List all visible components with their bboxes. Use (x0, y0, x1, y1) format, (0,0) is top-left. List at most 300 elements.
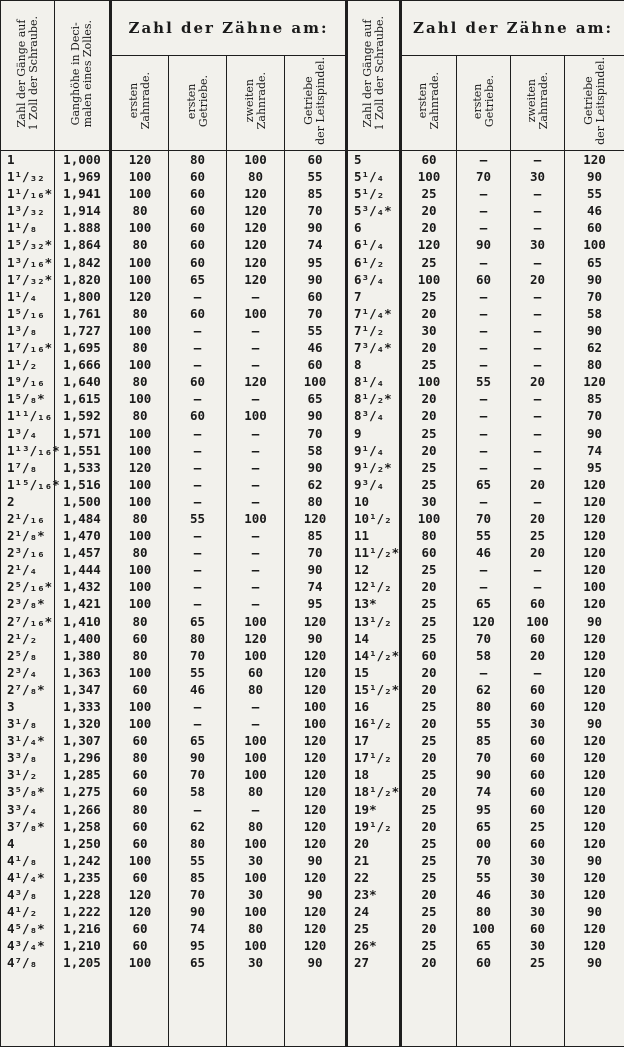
table-cell: 74 (476, 784, 492, 800)
table-cell: 12¹/₂ (354, 579, 392, 595)
table-cell: 120 (583, 818, 606, 834)
table-cell: — (193, 340, 202, 356)
table-cell: 25 (421, 733, 437, 749)
table-cell: 4¹/₂ (7, 904, 38, 920)
table-cell: 100 (244, 938, 267, 954)
table-cell: 100 (244, 733, 267, 749)
table-cell: 25 (421, 869, 437, 885)
table-cell: 6 (354, 220, 362, 236)
table-cell: — (479, 391, 488, 407)
table-cell: 17¹/₂ (354, 750, 392, 766)
table-cell: 1,761 (63, 305, 101, 321)
table-cell: — (479, 579, 488, 595)
table-cell: 100 (583, 237, 606, 253)
table-cell: 90 (476, 767, 492, 783)
table-cell: 30 (530, 869, 546, 885)
table-cell: 100 (303, 374, 327, 390)
table-cell: — (533, 305, 542, 321)
table-cell: 120 (583, 784, 606, 800)
table-cell: — (251, 425, 260, 441)
table-cell: 90 (307, 408, 323, 424)
table-cell: 120 (244, 237, 267, 253)
table-cell: — (533, 664, 542, 680)
table-cell: 25 (421, 852, 437, 868)
table-cell: 1.888 (63, 220, 101, 236)
table-cell: 70 (189, 767, 206, 783)
table-cell: 65 (587, 254, 603, 270)
table-cell: 25 (354, 921, 370, 937)
table-cell: 90 (587, 955, 603, 971)
table-cell: 120 (303, 647, 327, 663)
table-cell: 90 (587, 613, 603, 629)
table-cell: 120 (583, 596, 606, 612)
table-cell: — (479, 562, 488, 578)
table-cell: 60 (189, 203, 206, 219)
table-cell: 100 (583, 579, 606, 595)
table-cell: 20 (530, 647, 546, 663)
table-cell: 60 (530, 699, 546, 714)
table-cell: 120 (303, 767, 327, 783)
table-cell: 30 (421, 493, 437, 509)
table-cell: — (533, 152, 542, 167)
table-cell: 9 (354, 425, 362, 441)
table-cell: 100 (128, 391, 152, 407)
table-cell: 80 (189, 152, 206, 167)
table-cell: 120 (128, 152, 152, 167)
table-cell: 120 (128, 904, 152, 920)
table-cell: 90 (307, 887, 323, 903)
table-cell: 100 (244, 835, 267, 851)
table-cell: 80 (587, 357, 603, 373)
table-cell: 25 (421, 357, 437, 373)
table-cell: 25 (421, 904, 437, 920)
table-cell: — (479, 408, 488, 424)
header-second-gear-right: zweiten Zahnrade. (511, 56, 565, 151)
table-cell: 95 (307, 596, 323, 612)
table-cell: 90 (307, 271, 323, 287)
table-cell: 1,640 (63, 374, 101, 390)
table-cell: 4 (7, 835, 15, 851)
table-cell: 120 (303, 613, 327, 629)
table-cell: 100 (128, 852, 152, 868)
table-cell: 120 (244, 186, 267, 202)
table-cell: 60 (421, 545, 437, 561)
table-cell: 90 (307, 220, 323, 236)
header-gang-count: Zahl der Gänge auf 1 Zoll der Schraube. (1, 1, 55, 151)
table-cell: 100 (128, 169, 152, 185)
table-cell: 60 (189, 408, 206, 424)
table-cell: 60 (476, 271, 492, 287)
table-cell: 60 (132, 938, 148, 954)
table-cell: — (251, 459, 260, 475)
table-cell: 25 (421, 288, 437, 304)
table-cell: 120 (583, 664, 606, 680)
table-cell: — (533, 425, 542, 441)
header-teeth-group-right: Zahl der Zähne am: (401, 1, 624, 56)
table-cell: 60 (189, 254, 206, 270)
table-cell: 70 (307, 425, 323, 441)
table-cell: — (251, 528, 260, 544)
table-cell: 10 (354, 493, 370, 509)
table-cell: 120 (583, 545, 606, 561)
table-cell: 100 (417, 169, 441, 185)
table-cell: 90 (307, 562, 323, 578)
header-pitch: Ganghöhe in Deci- malen eines Zolles. (55, 1, 111, 151)
table-cell: — (193, 801, 202, 817)
table-cell: 1¹/₁₆* (7, 186, 53, 202)
table-cell: 20 (421, 220, 437, 236)
table-cell: 70 (476, 169, 492, 185)
table-cell: 80 (476, 904, 492, 920)
table-cell: — (479, 442, 488, 458)
table-cell: 120 (303, 750, 327, 766)
table-cell: 1,842 (63, 254, 101, 270)
col-spindle-right (565, 151, 624, 1047)
table-cell: 70 (587, 288, 603, 304)
table-cell: 15¹/₂* (354, 681, 400, 697)
table-cell: 30 (530, 169, 546, 185)
table-cell: 100 (244, 613, 267, 629)
table-cell: — (533, 391, 542, 407)
table-cell: 1⁷/₈ (7, 459, 38, 475)
col-first-gear-right (401, 151, 457, 1047)
table-cell: — (479, 459, 488, 475)
table-cell: 27 (354, 955, 370, 971)
table-cell: 1,800 (63, 288, 101, 304)
table-cell: 9¹/₂* (354, 459, 392, 475)
table-cell: 100 (128, 596, 152, 612)
table-cell: 25 (421, 630, 437, 646)
table-cell: 25 (530, 528, 546, 544)
col-first-gear (111, 151, 169, 1047)
table-cell: 120 (244, 203, 267, 219)
table-cell: 60 (132, 869, 148, 885)
table-cell: 85 (189, 869, 206, 885)
table-cell: — (251, 442, 260, 458)
table-cell: 4¹/₈ (7, 852, 38, 868)
table-cell: 55 (476, 528, 492, 544)
table-cell: 95 (476, 801, 492, 817)
table-cell: 1¹/₂ (7, 357, 38, 373)
table-cell: 65 (189, 613, 206, 629)
table-cell: 100 (128, 493, 152, 509)
table-cell: 100 (244, 904, 267, 920)
table-cell: 26* (354, 938, 377, 954)
col-first-pinion-right (457, 151, 511, 1047)
table-cell: 60 (189, 374, 206, 390)
table-cell: 80 (247, 784, 264, 800)
table-cell: 3¹/₂ (7, 767, 38, 783)
table-cell: 62 (189, 818, 206, 834)
table-cell: 30 (530, 716, 546, 732)
table-cell: 100 (472, 921, 495, 937)
table-cell: 1³/₁₆* (7, 254, 53, 270)
table-cell: 100 (244, 152, 267, 167)
table-cell: 100 (244, 869, 267, 885)
table-cell: 4³/₈ (7, 887, 38, 903)
table-cell: 120 (583, 869, 606, 885)
table-cell: 1,470 (63, 528, 101, 544)
table-cell: 60 (530, 750, 546, 766)
table-cell: 100 (244, 647, 267, 663)
table-cell: 65 (307, 391, 323, 407)
table-cell: 1¹³/₁₆* (7, 442, 60, 458)
table-cell: 2¹/₈* (7, 528, 45, 544)
table-cell: 1,333 (63, 699, 101, 714)
table-cell: 120 (303, 733, 327, 749)
table-cell: 120 (583, 750, 606, 766)
table-cell: 60 (307, 288, 323, 304)
table-cell: 5¹/₄ (354, 169, 385, 185)
table-cell: 20 (530, 545, 546, 561)
table-cell: 1⁹/₁₆ (7, 374, 45, 390)
table-cell: 1,533 (63, 459, 101, 475)
table-cell: 3⁷/₈* (7, 818, 45, 834)
table-cell: 70 (587, 408, 603, 424)
table-cell: 100 (244, 750, 267, 766)
table-cell: 30 (247, 852, 264, 868)
table-cell: 60 (132, 767, 148, 783)
table-cell: 3³/₈ (7, 750, 38, 766)
table-cell: 60 (530, 596, 546, 612)
table-cell: — (251, 357, 260, 373)
table-cell: 1,969 (63, 169, 101, 185)
table-cell: 1,222 (63, 904, 101, 920)
table-cell: 30 (530, 237, 546, 253)
table-cell: 120 (583, 681, 606, 697)
table-cell: 80 (247, 681, 264, 697)
table-cell: 120 (583, 510, 606, 526)
table-cell: — (479, 357, 488, 373)
table-cell: 21 (354, 852, 370, 868)
table-cell: 25 (421, 613, 437, 629)
table-cell: 8 (354, 357, 362, 373)
table-cell: — (251, 562, 260, 578)
table-cell: 1,307 (63, 733, 101, 749)
table-cell: 120 (417, 237, 441, 253)
table-cell: 100 (128, 322, 152, 338)
table-cell: 120 (583, 476, 606, 492)
table-cell: 25 (421, 767, 437, 783)
table-cell: 65 (189, 955, 206, 971)
table-cell: 18¹/₂* (354, 784, 400, 800)
table-cell: 58 (587, 305, 603, 321)
table-cell: 80 (132, 510, 148, 526)
table-cell: — (533, 288, 542, 304)
table-cell: 20 (421, 408, 437, 424)
table-cell: 100 (244, 510, 267, 526)
table-cell: 90 (307, 459, 323, 475)
table-cell: — (193, 579, 202, 595)
table-cell: 20 (354, 835, 370, 851)
table-cell: 80 (132, 305, 148, 321)
table-cell: 60 (421, 152, 437, 167)
table-cell: — (533, 220, 542, 236)
table-cell: 80 (132, 647, 148, 663)
table-cell: 100 (128, 528, 152, 544)
table-cell: — (533, 408, 542, 424)
table-cell: 20 (421, 442, 437, 458)
table-cell: 90 (307, 630, 323, 646)
table-cell: 1,592 (63, 408, 101, 424)
table-cell: 2⁷/₁₆* (7, 613, 53, 629)
table-cell: 120 (583, 699, 606, 714)
table-cell: 1,820 (63, 271, 101, 287)
table-cell: 80 (247, 818, 264, 834)
table-cell: 30 (530, 904, 546, 920)
table-cell: — (193, 357, 202, 373)
table-cell: 120 (128, 459, 152, 475)
table-cell: 55 (307, 169, 323, 185)
table-cell: 25 (421, 596, 437, 612)
table-cell: — (251, 699, 260, 714)
table-cell: 70 (476, 750, 492, 766)
table-cell: 20 (421, 784, 437, 800)
table-cell: 120 (303, 904, 327, 920)
table-cell: 13¹/₂ (354, 613, 392, 629)
table-cell: 80 (189, 630, 206, 646)
table-cell: 120 (583, 630, 606, 646)
table-cell: 80 (132, 374, 148, 390)
table-cell: 80 (307, 493, 323, 509)
table-cell: 60 (132, 630, 148, 646)
table-cell: 7¹/₄* (354, 305, 392, 321)
table-cell: 2³/₈* (7, 596, 45, 612)
table-cell: 80 (132, 545, 148, 561)
table-cell: 80 (132, 340, 148, 356)
col-gang (1, 151, 60, 1047)
table-cell: 100 (128, 271, 152, 287)
table-cell: 65 (476, 596, 492, 612)
table-cell: 1,320 (63, 716, 101, 732)
table-cell: 1,210 (63, 938, 101, 954)
table-cell: 60 (132, 681, 148, 697)
table-cell: — (251, 391, 260, 407)
table-cell: 25 (530, 818, 546, 834)
table-cell: — (251, 545, 260, 561)
table-cell: 60 (189, 186, 206, 202)
table-cell: 25 (421, 476, 437, 492)
table-cell: 1¹/₄ (7, 288, 38, 304)
table-cell: 1,695 (63, 340, 101, 356)
table-cell: — (479, 288, 488, 304)
table-cell: 1¹/₈ (7, 220, 38, 236)
header-first-pinion-right: ersten Getriebe. (457, 56, 511, 151)
table-cell: 1,444 (63, 562, 101, 578)
table-cell: 1⁵/₃₂* (7, 237, 53, 253)
table-cell: 1,941 (63, 186, 101, 202)
table-cell: — (193, 459, 202, 475)
table-cell: 1³/₈ (7, 322, 38, 338)
table-cell: 20 (421, 340, 437, 356)
table-cell: 90 (587, 716, 603, 732)
table-cell: — (193, 391, 202, 407)
table-cell: 120 (583, 767, 606, 783)
table-cell: 70 (476, 630, 492, 646)
table-cell: — (251, 340, 260, 356)
table-cell: 60 (132, 784, 148, 800)
table-cell: 70 (189, 887, 206, 903)
table-cell: — (479, 305, 488, 321)
table-cell: — (533, 442, 542, 458)
table-cell: — (251, 596, 260, 612)
table-cell: 80 (132, 613, 148, 629)
table-cell: 1,228 (63, 887, 101, 903)
table-cell: 1⁵/₁₆ (7, 305, 45, 321)
table-cell: 8¹/₄ (354, 374, 385, 390)
table-cell: 1,363 (63, 664, 101, 680)
table-cell: — (193, 716, 202, 732)
table-cell: — (533, 254, 542, 270)
table-cell: 1,380 (63, 647, 101, 663)
table-cell: 20 (530, 374, 546, 390)
table-cell: 55 (476, 869, 492, 885)
table-cell: 70 (307, 545, 323, 561)
table-cell: 120 (303, 818, 327, 834)
table-cell: 74 (307, 579, 323, 595)
table-cell: 100 (128, 186, 152, 202)
table-cell: 3¹/₈ (7, 716, 38, 732)
table-cell: — (193, 562, 202, 578)
table-cell: 120 (583, 887, 606, 903)
table-cell: 20 (530, 271, 546, 287)
table-cell: 1,432 (63, 579, 101, 595)
table-cell: 60 (476, 955, 492, 971)
table-cell: 65 (476, 938, 492, 954)
table-cell: 70 (189, 647, 206, 663)
table-cell: 120 (303, 938, 327, 954)
table-cell: 1,235 (63, 869, 101, 885)
table-cell: 60 (530, 733, 546, 749)
table-cell: 1,242 (63, 852, 101, 868)
table-cell: 7¹/₂ (354, 322, 385, 338)
table-cell: 90 (587, 852, 603, 868)
header-spindle-pinion: Getriebe der Leitspindel. (285, 56, 347, 151)
table-cell: 80 (421, 528, 437, 544)
table-cell: — (533, 562, 542, 578)
table-cell: 1,484 (63, 510, 101, 526)
table-cell: 100 (244, 305, 267, 321)
table-cell: 1,727 (63, 322, 101, 338)
header-spindle-pinion-right: Getriebe der Leitspindel. (565, 56, 624, 151)
table-cell: 100 (417, 271, 441, 287)
table-cell: 55 (189, 510, 206, 526)
table-cell: 120 (583, 801, 606, 817)
table-cell: 25 (421, 425, 437, 441)
table-cell: 120 (128, 288, 152, 304)
table-cell: 60 (530, 784, 546, 800)
table-cell: 120 (128, 887, 152, 903)
table-cell: — (479, 220, 488, 236)
table-cell: 120 (244, 220, 267, 236)
table-cell: — (533, 203, 542, 219)
table-cell: 30 (530, 852, 546, 868)
col-spindle (285, 151, 347, 1047)
header-first-gear-right: ersten Zahnrade. (401, 56, 457, 151)
header-teeth-group-left: Zahl der Zähne am: (111, 1, 347, 56)
table-cell: 1,864 (63, 237, 101, 253)
table-cell: 60 (132, 921, 148, 937)
table-cell: — (479, 152, 488, 167)
table-cell: — (193, 596, 202, 612)
table-cell: 20 (421, 203, 437, 219)
table-cell: 55 (307, 322, 323, 338)
table-cell: 74 (587, 442, 603, 458)
table-cell: 100 (526, 613, 549, 629)
col-second-gear (227, 151, 285, 1047)
table-cell: 55 (189, 664, 206, 680)
table-cell: 55 (189, 852, 206, 868)
